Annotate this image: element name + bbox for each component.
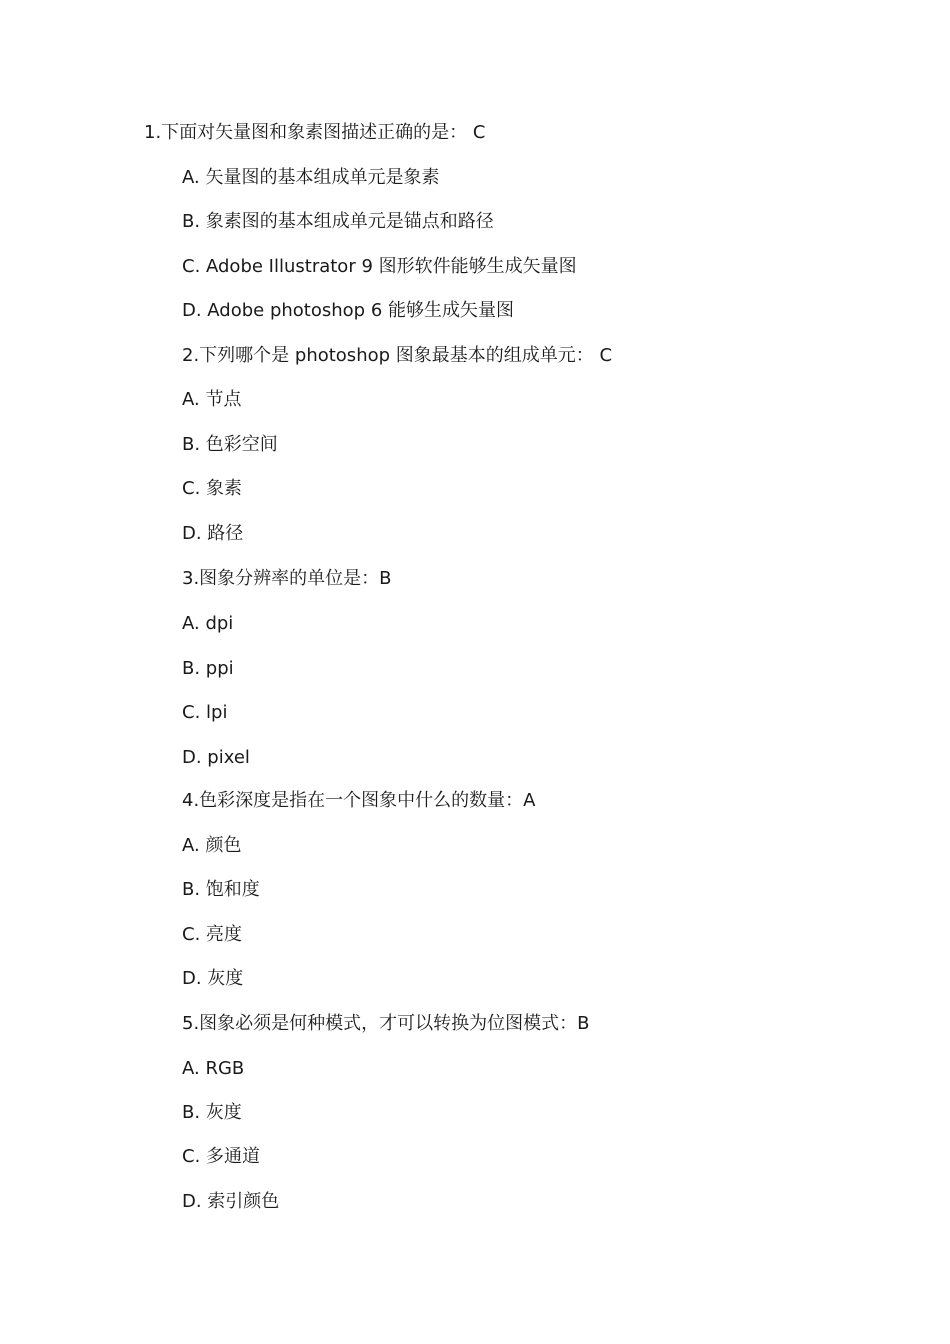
question-4-option-b: B. 饱和度 bbox=[182, 879, 260, 900]
question-2-stem: 2.下列哪个是 photoshop 图象最基本的组成单元： C bbox=[182, 345, 613, 366]
question-5-option-b: B. 灰度 bbox=[182, 1102, 242, 1123]
question-4-option-c: C. 亮度 bbox=[182, 924, 243, 945]
question-5-stem: 5.图象必须是何种模式，才可以转换为位图模式：B bbox=[182, 1013, 590, 1034]
question-2-option-d: D. 路径 bbox=[182, 523, 244, 544]
question-3-option-c: C. lpi bbox=[182, 702, 228, 723]
question-3-option-a: A. dpi bbox=[182, 613, 234, 634]
question-4-option-a: A. 颜色 bbox=[182, 835, 242, 856]
question-5-option-a: A. RGB bbox=[182, 1058, 245, 1079]
question-5-option-c: C. 多通道 bbox=[182, 1146, 261, 1167]
question-2-option-c: C. 象素 bbox=[182, 478, 243, 499]
question-2-option-b: B. 色彩空间 bbox=[182, 434, 278, 455]
question-1-option-b: B. 象素图的基本组成单元是锚点和路径 bbox=[182, 211, 494, 232]
question-1-option-d: D. Adobe photoshop 6 能够生成矢量图 bbox=[182, 300, 514, 321]
question-1-stem: 1.下面对矢量图和象素图描述正确的是： C bbox=[144, 122, 486, 143]
question-3-option-b: B. ppi bbox=[182, 658, 234, 679]
question-3-option-d: D. pixel bbox=[182, 747, 250, 768]
question-2-option-a: A. 节点 bbox=[182, 389, 242, 410]
question-4-option-d: D. 灰度 bbox=[182, 968, 244, 989]
question-5-option-d: D. 索引颜色 bbox=[182, 1191, 280, 1212]
question-1-option-c: C. Adobe Illustrator 9 图形软件能够生成矢量图 bbox=[182, 256, 577, 277]
question-3-stem: 3.图象分辨率的单位是：B bbox=[182, 568, 392, 589]
question-1-option-a: A. 矢量图的基本组成单元是象素 bbox=[182, 167, 440, 188]
question-4-stem: 4.色彩深度是指在一个图象中什么的数量：A bbox=[182, 790, 536, 811]
